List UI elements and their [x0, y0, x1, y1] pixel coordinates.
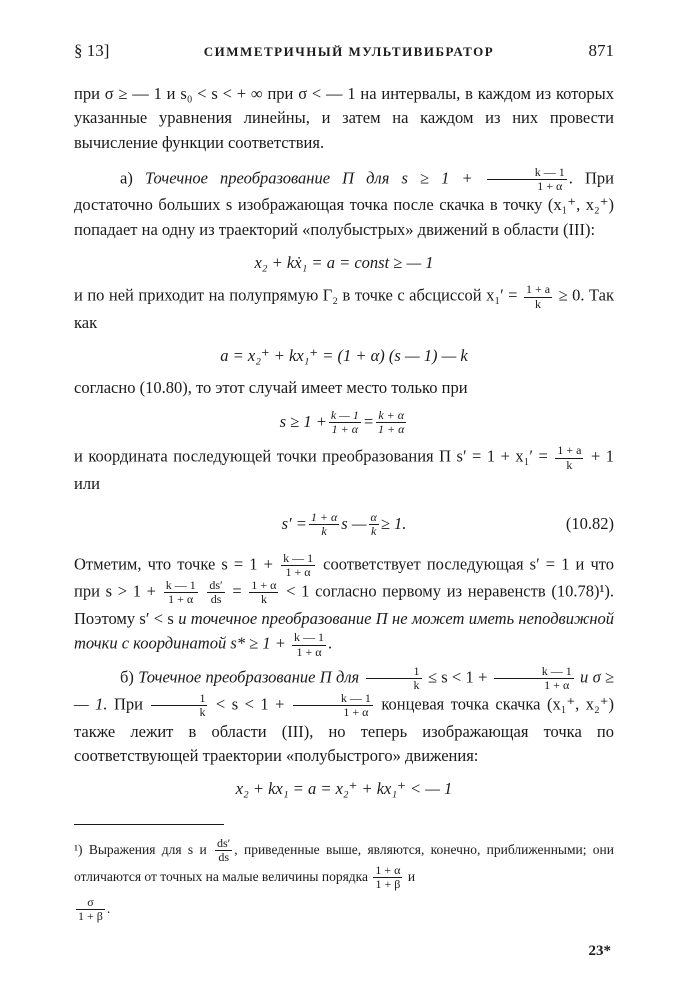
fraction: $\frac{ds'}{ds}$	[217, 835, 231, 864]
fraction: $\frac{k — 1}{1 + \alpha}$	[293, 630, 324, 659]
fraction: $\frac{k + \alpha}{1 + \alpha}$	[377, 408, 405, 437]
fraction: $\frac{1}{k}$	[151, 692, 207, 719]
equation-trajectory: x₂ + kẋ₁ = a = const ≥ — 1	[254, 252, 434, 272]
fraction: $\frac{ds'}{ds}$	[209, 578, 223, 607]
paragraph-case-b: б) Точечное преобразование П для $\frac{1}{k}$ ≤ s < 1 + $\frac{k — 1}{1 + \alpha}$ и σ ≥ — 1. При $\frac{1}{k}$ < s < 1 + $\frac{k — 1}{1 + \alpha}$ концевая точка скачка (x₁⁺, x₂⁺) также лежит в области (III), но теперь изображающая точка по соответствующей траектории «полубыстрого» движения:	[74, 663, 615, 766]
fraction: $\frac{1 + \alpha}{k}$	[251, 578, 277, 607]
footnote-divider	[74, 824, 224, 825]
running-header	[74, 38, 614, 64]
fraction: $\frac{k — 1}{1 + \alpha}$	[293, 692, 373, 719]
paragraph-next-point: и координата последующей точки преобразования П s′ = 1 + x₁′ = $\frac{1 + a}{k}$ + 1 или	[74, 443, 614, 493]
fraction: $\frac{k — 1}{1 + \alpha}$	[330, 408, 359, 437]
paragraph-abscissa: и по ней приходит на полупрямую Γ₂ в точке с абсциссой x₁′ = $\frac{1 + a}{k}$ ≥ 0. Так как	[74, 282, 615, 332]
equation-a: a = x₂⁺ + kx₁⁺ = (1 + α) (s — 1) — k	[220, 345, 468, 365]
signature-mark: 23*	[588, 943, 611, 959]
footnote: ¹) Выражения для s и $\frac{ds'}{ds}$ , приведенные выше, являются, конечно, приближенными; они отличаются от точных на малые величины порядка $\frac{1 + \alpha}{1 + \beta}$ и	[74, 835, 615, 892]
equation-s-condition: s ≥ 1 + $\frac{k — 1}{1 + \alpha}$ = $\frac{k + \alpha}{1 + \alpha}$	[279, 408, 405, 437]
page	[74, 38, 614, 923]
paragraph-case-a: а) Точечное преобразование П для s ≥ 1 + $\frac{k — 1}{1 + \alpha}$ . При достаточно больших s изображающая точка после скачка в точку (x₁⁺, x₂⁺) попадает на одну из траекторий «полубыстрых» движений в области (III):	[74, 164, 614, 239]
fraction: $\frac{k — 1}{1 + \alpha}$	[165, 578, 196, 607]
fraction: $\frac{k — 1}{1 + \alpha}$	[283, 550, 314, 580]
footnote-end: $\frac{\sigma}{1 + \beta}$ .	[78, 894, 111, 923]
fraction: $\frac{1}{k}$	[366, 665, 422, 692]
fraction: $\frac{\sigma}{1 + \beta}$	[78, 894, 103, 923]
paragraph-condition: согласно (10.80), то этот случай имеет место только при	[74, 378, 468, 398]
paragraph-fixed-point: Отметим, что точке s = 1 + $\frac{k — 1}{1 + \alpha}$ соответствует последующая s′ = 1 и что при s > 1 + $\frac{k — 1}{1 + \alpha}$ $\frac{ds'}{ds}$ = $\frac{1 + \alpha}{k}$ < 1 согласно первому из неравенств (10.78)¹). Поэтому s′ < s и точечное преобразование П не может иметь неподвижной точки с координатой s* ≥ 1 + $\frac{k — 1}{1 + \alpha}$ .	[74, 550, 615, 659]
fraction: $\frac{1 + a}{k}$	[557, 443, 582, 472]
fraction: $\frac{k — 1}{1 + \alpha}$	[487, 166, 567, 193]
fraction: $\frac{k — 1}{1 + \alpha}$	[494, 665, 574, 692]
section-ref: § 13]	[74, 41, 110, 60]
equation-number: (10.82)	[565, 513, 614, 533]
fraction: $\frac{1 + \alpha}{1 + \beta}$	[375, 863, 401, 892]
equation-10-82: s′ = $\frac{1 + \alpha}{k}$ s — $\frac{\alpha}{k}$ ≥ 1. (10.82)	[281, 509, 614, 538]
fraction: $\frac{1 + a}{k}$	[526, 282, 551, 311]
page-number: 871	[588, 41, 614, 60]
fraction: $\frac{1 + \alpha}{k}$	[310, 509, 338, 538]
chapter-title: СИММЕТРИЧНЫЙ МУЛЬТИВИБРАТОР	[203, 44, 495, 59]
fraction: $\frac{\alpha}{k}$	[370, 509, 377, 538]
equation-semi-fast: x₂ + kx₁ = a = x₂⁺ + kx₁⁺ < — 1	[235, 779, 453, 798]
paragraph-intro: при σ ≥ — 1 и s₀ < s < + ∞ при σ < — 1 на интервалы, в каждом из которых указанные уравнения линейны, и затем на каждом из них провести вычисление функции соответствия.	[74, 83, 614, 152]
